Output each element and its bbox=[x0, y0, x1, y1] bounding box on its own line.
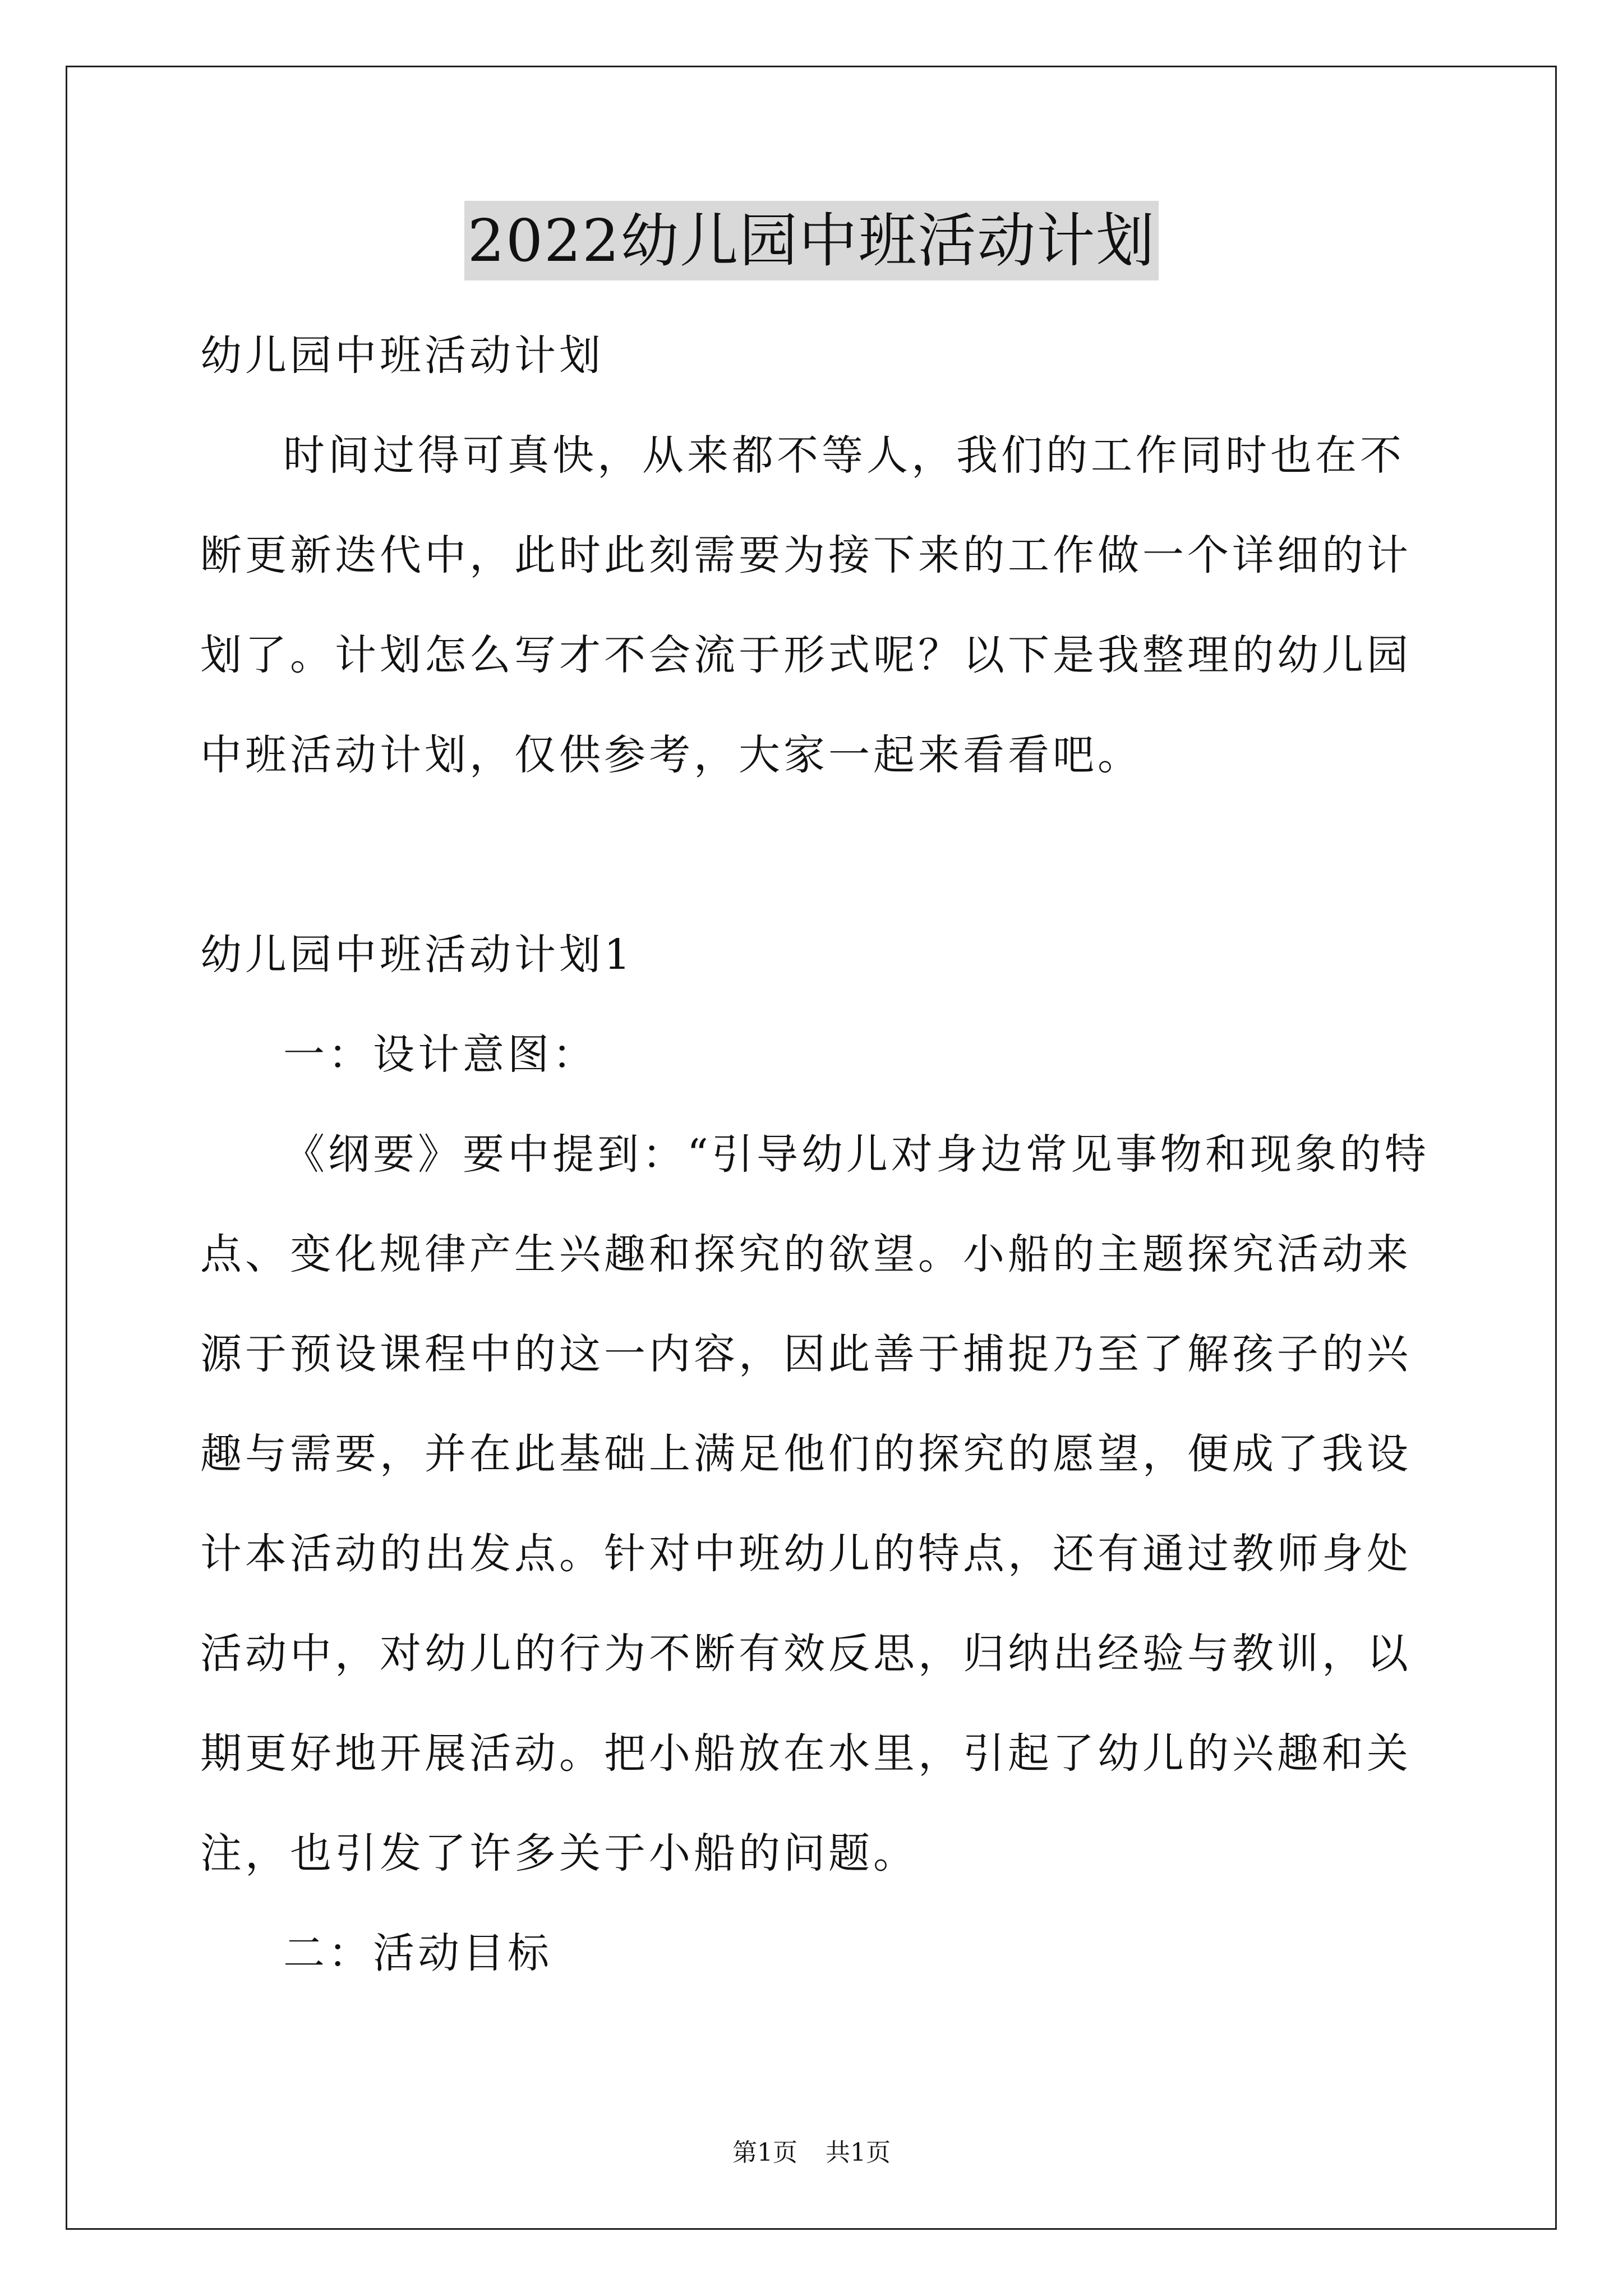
section-spacer bbox=[200, 805, 1434, 905]
page-total: 共1页 bbox=[826, 2138, 891, 2167]
page-current: 第1页 bbox=[732, 2138, 797, 2167]
document-body bbox=[200, 306, 1434, 2003]
intro-paragraph: 时间过得可真快，从来都不等人，我们的工作同时也在不断更新迭代中，此时此刻需要为接下来的工作做一个详细的计划了。计划怎么写才不会流于形式呢？以下是我整理的幼儿园中班活动计划，仅供参考，大家一起来看看吧。 bbox=[200, 431, 1412, 779]
heading-design-intent: 一：设计意图： bbox=[283, 1030, 597, 1079]
section-heading: 幼儿园中班活动计划1 bbox=[200, 931, 634, 979]
document-subtitle: 幼儿园中班活动计划 bbox=[200, 332, 604, 380]
page-footer bbox=[0, 2136, 1623, 2170]
title-container bbox=[0, 201, 1623, 280]
heading-activity-goals: 二：活动目标 bbox=[283, 1929, 552, 1977]
design-intent-paragraph: 《纲要》要中提到：“引导幼儿对身边常见事物和现象的特点、变化规律产生兴趣和探究的欲望。小船的主题探究活动来源于预设课程中的这一内容，因此善于捕捉乃至了解孩子的兴趣与需要，并在此基础上满足他们的探究的愿望，便成了我设计本活动的出发点。针对中班幼儿的特点，还有通过教师身处活动中，对幼儿的行为不断有效反思，归纳出经验与教训，以期更好地开展活动。把小船放在水里，引起了幼儿的兴趣和关注，也引发了许多关于小船的问题。 bbox=[200, 1130, 1430, 1878]
document-title: 2022幼儿园中班活动计划 bbox=[464, 201, 1159, 280]
